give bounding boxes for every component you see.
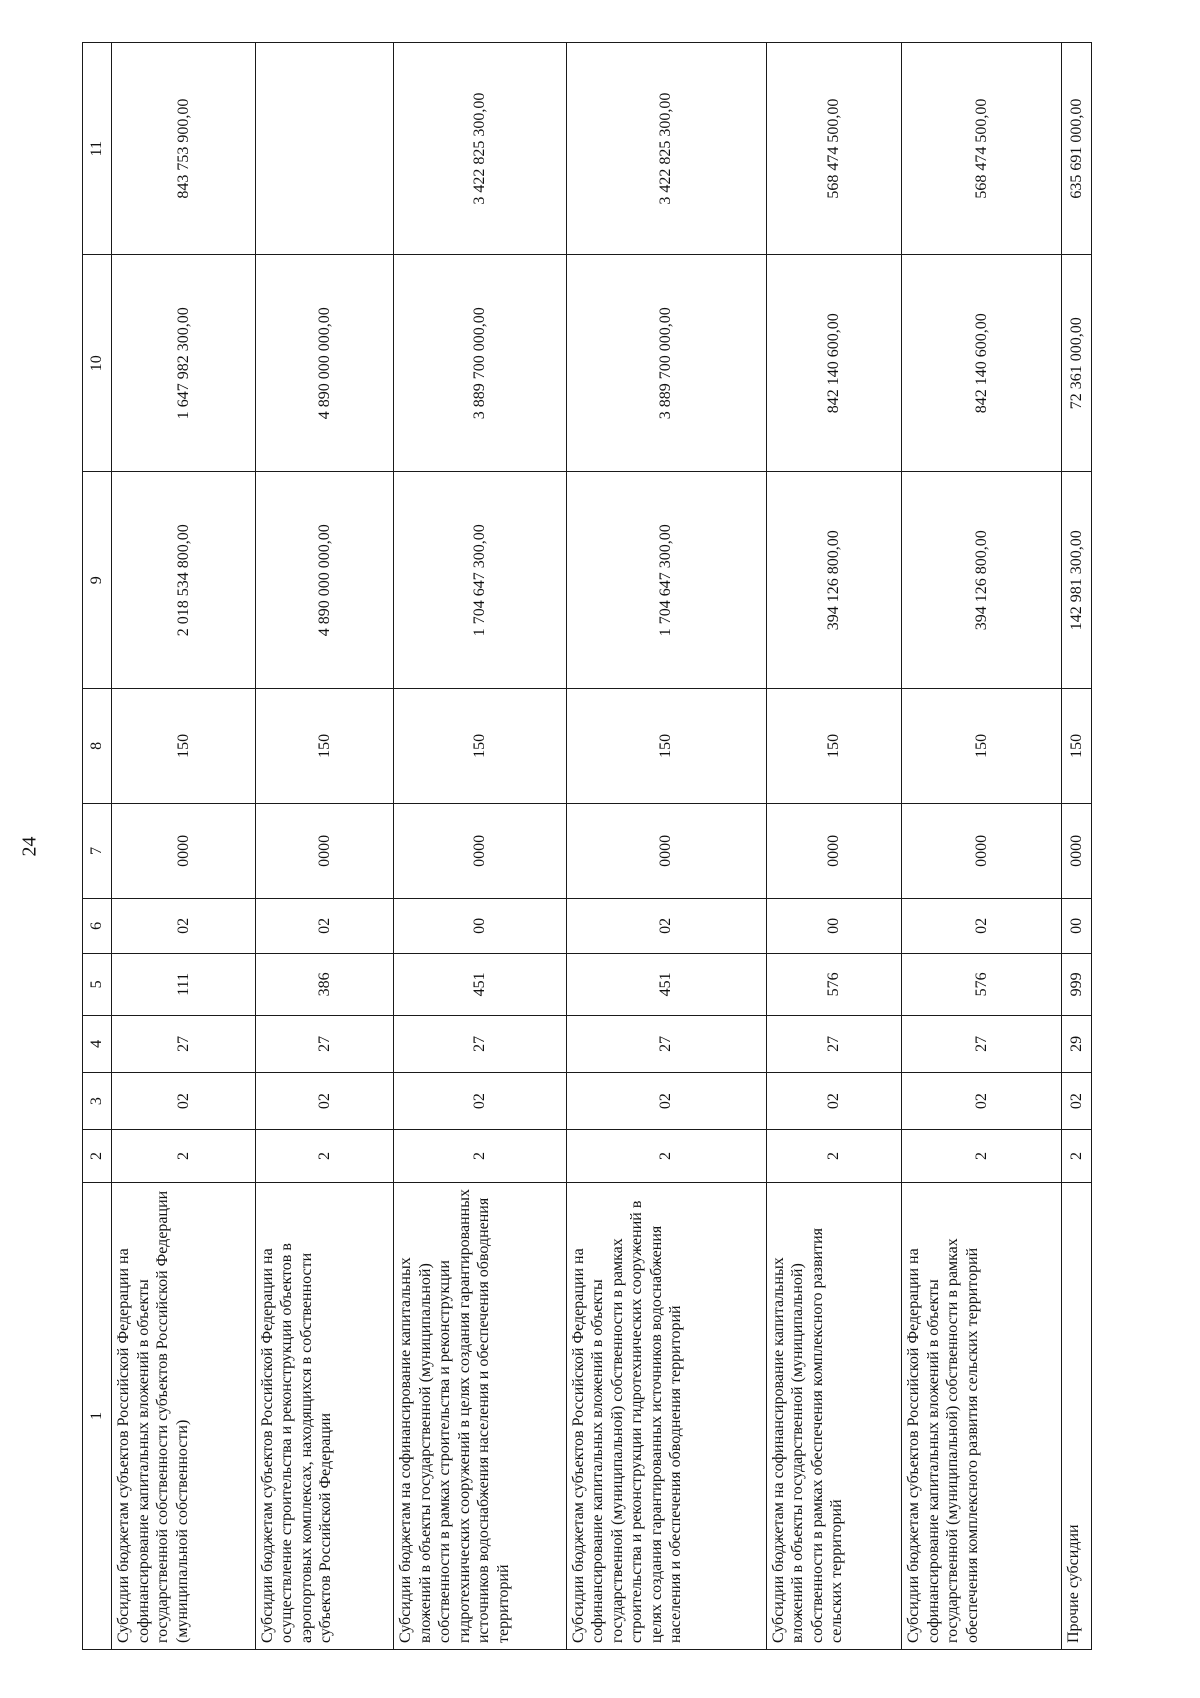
- code-cell: 150: [902, 689, 1062, 803]
- code-cell: 2: [255, 1130, 394, 1182]
- code-cell: 111: [112, 953, 256, 1015]
- code-cell: 02: [255, 898, 394, 953]
- column-header: 2: [83, 1130, 112, 1182]
- code-cell: 27: [255, 1015, 394, 1072]
- amount-cell: 3 422 825 300,00: [394, 43, 566, 255]
- column-header: 11: [83, 43, 112, 255]
- amount-cell: 842 140 600,00: [766, 255, 901, 472]
- code-cell: 02: [394, 1073, 566, 1130]
- code-cell: 02: [112, 898, 256, 953]
- code-cell: 02: [902, 898, 1062, 953]
- amount-cell: 1 704 647 300,00: [394, 472, 566, 689]
- code-cell: 00: [766, 898, 901, 953]
- code-cell: 150: [394, 689, 566, 803]
- code-cell: 576: [766, 953, 901, 1015]
- code-cell: 0000: [1062, 803, 1092, 898]
- budget-table-container: [82, 42, 1092, 1650]
- code-cell: 2: [112, 1130, 256, 1182]
- amount-cell: 2 018 534 800,00: [112, 472, 256, 689]
- code-cell: 29: [1062, 1015, 1092, 1072]
- column-header: 3: [83, 1073, 112, 1130]
- code-cell: 02: [902, 1073, 1062, 1130]
- amount-cell: 843 753 900,00: [112, 43, 256, 255]
- budget-table: [82, 42, 1092, 1650]
- row-name: Субсидии бюджетам субъектов Российской Федерации на осуществление строительства и реконструкции объектов в аэропортовых комплексах, находящихся в собственности субъектов Российской Федерации: [255, 1182, 394, 1649]
- amount-cell: 4 890 000 000,00: [255, 255, 394, 472]
- table-row: [766, 43, 901, 1650]
- amount-cell: 1 647 982 300,00: [112, 255, 256, 472]
- code-cell: 0000: [112, 803, 256, 898]
- code-cell: 2: [1062, 1130, 1092, 1182]
- amount-cell: 394 126 800,00: [902, 472, 1062, 689]
- table-row: [255, 43, 394, 1650]
- row-name: Субсидии бюджетам на софинансирование капитальных вложений в объекты государственной (муниципальной) собственности в рамках строительства и реконструкции гидротехнических сооружений в целях создания гарантированных источников водоснабжения населения и обеспечения обводнения территорий: [394, 1182, 566, 1649]
- code-cell: 00: [394, 898, 566, 953]
- code-cell: 451: [394, 953, 566, 1015]
- code-cell: 27: [566, 1015, 766, 1072]
- row-name: Прочие субсидии: [1062, 1182, 1092, 1649]
- row-name: Субсидии бюджетам субъектов Российской Федерации на софинансирование капитальных вложений в объекты государственной (муниципальной) собственности в рамках строительства и реконструкции гидротехнических сооружений в целях создания гарантированных источников водоснабжения населения и обеспечения обводнения территорий: [566, 1182, 766, 1649]
- code-cell: 150: [766, 689, 901, 803]
- code-cell: 150: [566, 689, 766, 803]
- column-header: 10: [83, 255, 112, 472]
- code-cell: 451: [566, 953, 766, 1015]
- amount-cell: 568 474 500,00: [902, 43, 1062, 255]
- code-cell: 2: [766, 1130, 901, 1182]
- amount-cell: 568 474 500,00: [766, 43, 901, 255]
- amount-cell: 142 981 300,00: [1062, 472, 1092, 689]
- column-header: 6: [83, 898, 112, 953]
- amount-cell: [255, 43, 394, 255]
- column-header: 5: [83, 953, 112, 1015]
- code-cell: 27: [902, 1015, 1062, 1072]
- amount-cell: 394 126 800,00: [766, 472, 901, 689]
- amount-cell: 3 889 700 000,00: [394, 255, 566, 472]
- table-row: [902, 43, 1062, 1650]
- code-cell: 02: [566, 898, 766, 953]
- code-cell: 02: [766, 1073, 901, 1130]
- code-cell: 27: [112, 1015, 256, 1072]
- code-cell: 02: [566, 1073, 766, 1130]
- code-cell: 150: [1062, 689, 1092, 803]
- code-cell: 0000: [394, 803, 566, 898]
- code-cell: 0000: [255, 803, 394, 898]
- column-header: 1: [83, 1182, 112, 1649]
- column-header: 8: [83, 689, 112, 803]
- row-name: Субсидии бюджетам на софинансирование капитальных вложений в объекты государственной (муниципальной) собственности в рамках обеспечения комплексного развития сельских территорий: [766, 1182, 901, 1649]
- page-number: 24: [18, 836, 41, 857]
- table-row: [566, 43, 766, 1650]
- code-cell: 2: [902, 1130, 1062, 1182]
- amount-cell: 842 140 600,00: [902, 255, 1062, 472]
- code-cell: 150: [112, 689, 256, 803]
- code-cell: 150: [255, 689, 394, 803]
- code-cell: 2: [394, 1130, 566, 1182]
- amount-cell: 3 422 825 300,00: [566, 43, 766, 255]
- table-row-total: [1062, 43, 1092, 1650]
- code-cell: 02: [1062, 1073, 1092, 1130]
- code-cell: 02: [255, 1073, 394, 1130]
- code-cell: 0000: [902, 803, 1062, 898]
- row-name: Субсидии бюджетам субъектов Российской Федерации на софинансирование капитальных вложений в объекты государственной (муниципальной) собственности в рамках обеспечения комплексного развития сельских территорий: [902, 1182, 1062, 1649]
- code-cell: 0000: [566, 803, 766, 898]
- column-number-row: [83, 43, 112, 1650]
- code-cell: 386: [255, 953, 394, 1015]
- code-cell: 00: [1062, 898, 1092, 953]
- code-cell: 27: [394, 1015, 566, 1072]
- code-cell: 999: [1062, 953, 1092, 1015]
- column-header: 7: [83, 803, 112, 898]
- code-cell: 576: [902, 953, 1062, 1015]
- code-cell: 0000: [766, 803, 901, 898]
- amount-cell: 635 691 000,00: [1062, 43, 1092, 255]
- amount-cell: 72 361 000,00: [1062, 255, 1092, 472]
- amount-cell: 4 890 000 000,00: [255, 472, 394, 689]
- code-cell: 02: [112, 1073, 256, 1130]
- table-row: [112, 43, 256, 1650]
- code-cell: 2: [566, 1130, 766, 1182]
- column-header: 4: [83, 1015, 112, 1072]
- amount-cell: 3 889 700 000,00: [566, 255, 766, 472]
- row-name: Субсидии бюджетам субъектов Российской Федерации на софинансирование капитальных вложений в объекты государственной собственности субъектов Российской Федерации (муниципальной собственности): [112, 1182, 256, 1649]
- table-row: [394, 43, 566, 1650]
- column-header: 9: [83, 472, 112, 689]
- amount-cell: 1 704 647 300,00: [566, 472, 766, 689]
- code-cell: 27: [766, 1015, 901, 1072]
